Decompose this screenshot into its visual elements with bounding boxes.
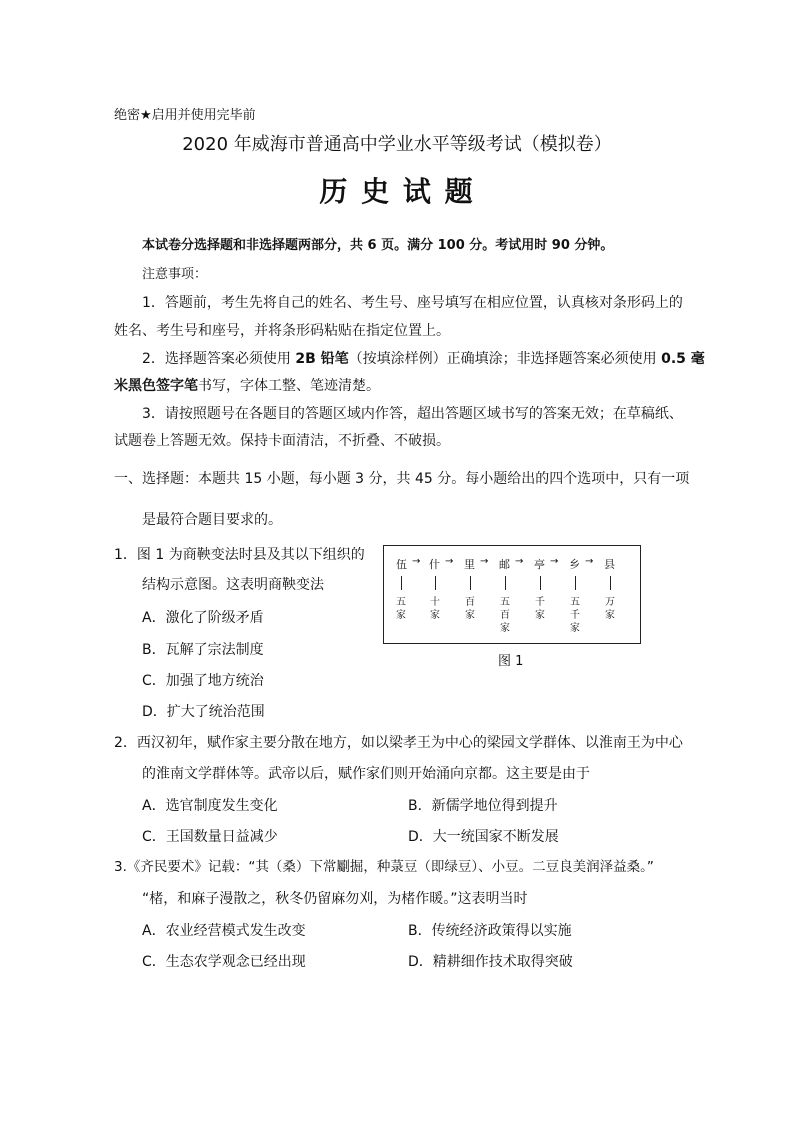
fig-level-li: 里 (464, 558, 475, 571)
fig-arrow-4: → (515, 556, 524, 567)
figure-1-diagram (383, 545, 641, 644)
q3-option-b: B．传统经济政策得以实施 (408, 923, 572, 939)
q1-option-b: B．瓦解了宗法制度 (142, 642, 264, 658)
q2-stem-line-1: 2．西汉初年，赋作家主要分散在地方，如以梁孝王为中心的梁园文学群体、以淮南王为中心 (114, 735, 683, 751)
q1-stem-line-1: 1．图 1 为商鞅变法时县及其以下组织的 (114, 547, 365, 563)
fig-households-xian: 万家 (605, 597, 615, 621)
q2-option-a: A．选官制度发生变化 (142, 798, 278, 814)
fig-arrow-5: → (550, 556, 559, 567)
notice-2-part-a: 2．选择题答案必须使用 (142, 351, 296, 367)
q1-option-c: C．加强了地方统治 (142, 673, 264, 689)
notice-2-pen: 米黑色签字笔 (114, 378, 198, 394)
q1-option-d: D．扩大了统治范围 (142, 704, 265, 720)
notice-3-line-2: 试题卷上答题无效。保持卡面清洁，不折叠、不破损。 (114, 433, 450, 449)
notice-2-mm: 0.5 毫 (661, 351, 705, 367)
notice-3-line-1: 3．请按照题号在各题目的答题区域内作答，超出答题区域书写的答案无效；在草稿纸、 (142, 406, 683, 422)
fig-households-shi: 十家 (430, 597, 440, 621)
q3-option-c: C．生态农学观念已经出现 (142, 954, 306, 970)
fig-households-xiang: 五千家 (570, 597, 580, 634)
exam-title: 2020 年威海市普通高中学业水平等级考试（模拟卷） (182, 134, 612, 155)
fig-households-you: 五百家 (500, 597, 510, 634)
confidential-label: 绝密★启用并使用完毕前 (114, 108, 256, 123)
q1-option-a: A．激化了阶级矛盾 (142, 610, 264, 626)
q2-option-c: C．王国数量日益减少 (142, 829, 278, 845)
q2-option-d: D．大一统国家不断发展 (408, 829, 559, 845)
fig-arrow-2: → (445, 556, 454, 567)
notice-heading: 注意事项： (142, 267, 208, 282)
exam-summary: 本试卷分选择题和非选择题两部分，共 6 页。满分 100 分。考试用时 90 分钟。 (142, 238, 614, 253)
fig-arrow-1: → (412, 556, 421, 567)
q2-stem-line-2: 的淮南文学群体等。武帝以后，赋作家们则开始涌向京都。这主要是由于 (142, 766, 590, 782)
fig-level-shi: 什 (429, 558, 440, 571)
fig-arrow-6: → (585, 556, 594, 567)
fig-level-you: 邮 (499, 558, 510, 571)
q3-stem-line-2: “楮，和麻子漫散之，秋冬仍留麻勿刈，为楮作暖。”这表明当时 (142, 891, 528, 907)
notice-2-pencil: 2B 铅笔 (295, 351, 349, 367)
q3-option-d: D．精耕细作技术取得突破 (408, 954, 573, 970)
fig-connector (575, 576, 576, 590)
subject-title: 历 史 试 题 (319, 175, 475, 208)
section-1-heading-line-2: 是最符合题目要求的。 (142, 512, 282, 528)
fig-level-wu: 伍 (396, 558, 407, 571)
fig-households-li: 百家 (465, 597, 475, 621)
fig-level-xiang: 乡 (569, 558, 580, 571)
notice-2-part-f: 书写，字体工整、笔迹清楚。 (198, 378, 380, 394)
fig-households-ting: 千家 (535, 597, 545, 621)
figure-1-caption: 图 1 (498, 654, 524, 669)
notice-2-line-1 (142, 349, 712, 369)
q2-option-b: B．新儒学地位得到提升 (408, 798, 558, 814)
fig-connector (470, 576, 471, 590)
notice-2-part-c: （按填涂样例）正确填涂；非选择题答案必须使用 (348, 351, 662, 367)
notice-1-line-1: 1．答题前，考生先将自己的姓名、考生号、座号填写在相应位置，认真核对条形码上的 (142, 295, 683, 311)
fig-level-xian: 县 (604, 558, 615, 571)
fig-households-wu: 五家 (396, 597, 406, 621)
fig-connector (540, 576, 541, 590)
fig-connector (505, 576, 506, 590)
q1-stem-line-2: 结构示意图。这表明商鞅变法 (142, 577, 324, 593)
fig-connector (435, 576, 436, 590)
notice-1-line-2: 姓名、考生号和座号，并将条形码粘贴在指定位置上。 (114, 323, 450, 339)
q3-option-a: A．农业经营模式发生改变 (142, 923, 306, 939)
fig-level-ting: 亭 (534, 558, 545, 571)
section-1-heading-line-1: 一、选择题：本题共 15 小题，每小题 3 分，共 45 分。每小题给出的四个选项中，只有一项 (114, 471, 690, 487)
fig-connector (401, 576, 402, 590)
fig-connector (610, 576, 611, 590)
fig-arrow-3: → (480, 556, 489, 567)
q3-stem-line-1: 3.《齐民要术》记载：“其（桑）下常劚掘，种菉豆（即绿豆）、小豆。二豆良美润泽益桑。” (114, 859, 654, 875)
notice-2-line-2 (114, 376, 684, 396)
